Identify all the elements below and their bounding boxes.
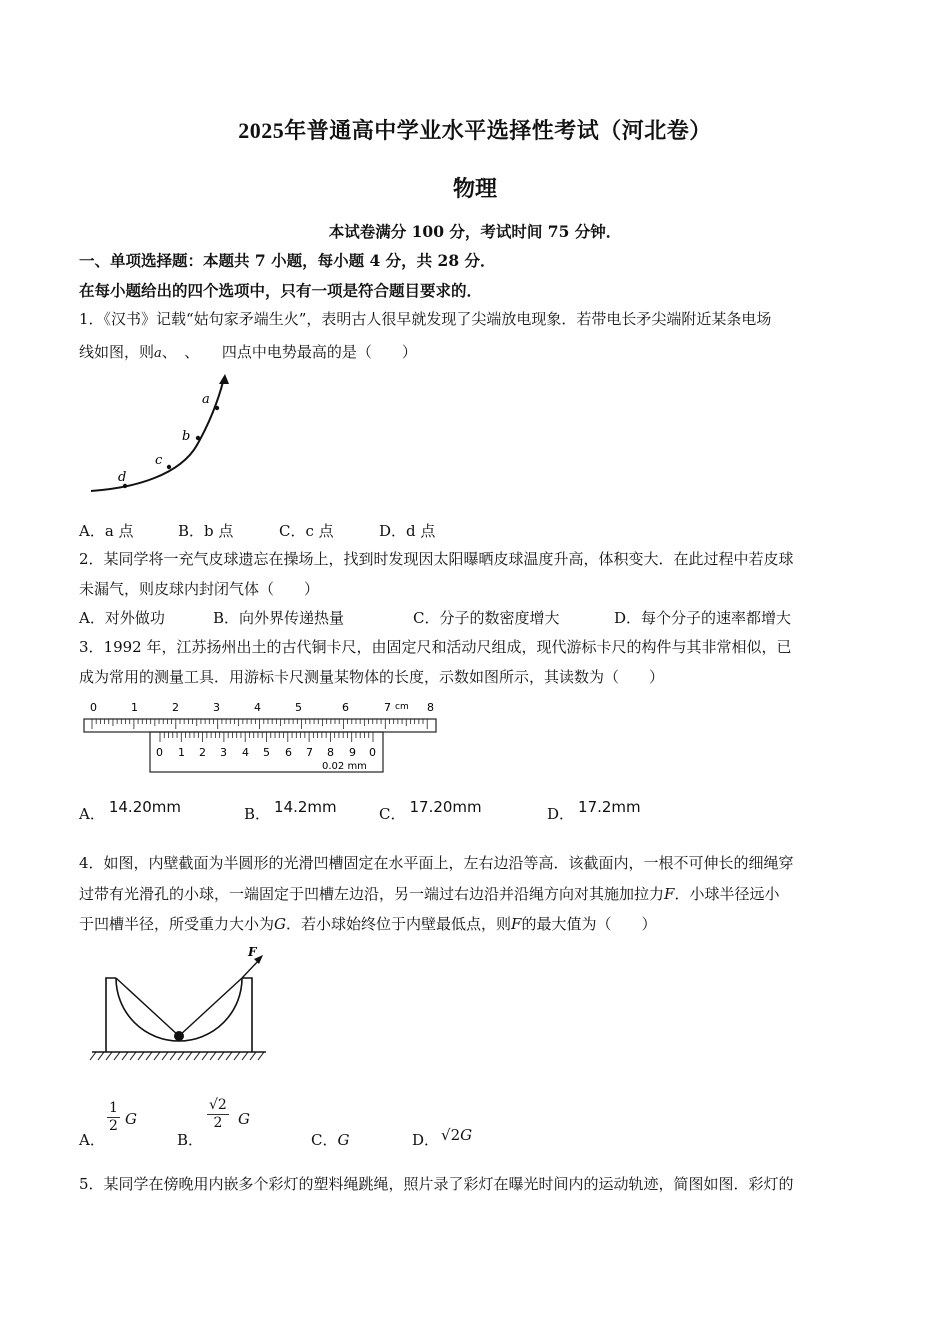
q2-option-c[interactable]: C．分子的数密度增大 [413, 609, 560, 627]
section-instruction: 在每小题给出的四个选项中，只有一项是符合题目要求的． [79, 281, 483, 300]
label-a: a [202, 392, 210, 407]
vernier-label-10: 0 [369, 746, 376, 759]
hatch-mark [162, 1052, 168, 1060]
groove-right-wall [242, 978, 252, 1052]
q4-line2 [79, 883, 779, 904]
q3-option-d[interactable] [547, 798, 641, 824]
hatch-mark [210, 1052, 216, 1060]
q4-line3-var2: F [511, 915, 522, 933]
groove-left-wall [106, 978, 116, 1052]
main-label-7: 7 [384, 701, 391, 714]
main-label-2: 2 [172, 701, 179, 714]
q3-option-b-letter: B． [244, 805, 271, 823]
q3-option-d-value: 17.2mm [578, 798, 641, 816]
q1-option-a[interactable]: A．a 点 [79, 522, 134, 540]
q4-line2-var: F [664, 885, 675, 903]
main-scale [84, 701, 436, 732]
q4-option-b[interactable] [177, 1097, 250, 1149]
q1-option-c[interactable]: C．c 点 [279, 522, 334, 540]
main-label-4: 4 [254, 701, 261, 714]
q1-option-b[interactable]: B．b 点 [178, 522, 234, 540]
vernier-label-3: 3 [220, 746, 227, 759]
vernier-scale [150, 732, 383, 772]
q4-option-b-var: G [238, 1110, 250, 1128]
q4-option-a[interactable] [79, 1100, 137, 1149]
main-label-5: 5 [295, 701, 302, 714]
hatch-mark [130, 1052, 136, 1060]
q4-option-b-den: 2 [213, 1115, 223, 1131]
main-label-1: 1 [131, 701, 138, 714]
hatch-mark [122, 1052, 128, 1060]
exam-title: 2025年普通高中学业水平选择性考试（河北卷） [238, 118, 712, 143]
q3-option-d-letter: D． [547, 805, 575, 823]
q4-option-c[interactable] [311, 1129, 349, 1150]
q4-option-d-letter: D． [412, 1131, 440, 1149]
q4-option-c-letter: C． [311, 1131, 338, 1149]
hatch-mark [242, 1052, 248, 1060]
hatch-mark [186, 1052, 192, 1060]
hatch-mark [98, 1052, 104, 1060]
q3-line2: 成为常用的测量工具．用游标卡尺测量某物体的长度，示数如图所示，其读数为（ ） [79, 668, 665, 686]
main-label-0: 0 [90, 701, 97, 714]
ground-hatching [90, 1052, 264, 1060]
q4-line1: 4．如图，内壁截面为半圆形的光滑凹槽固定在水平面上，左右边沿等高．该截面内，一根不可伸长的细绳穿 [79, 854, 794, 872]
vernier-label-6: 6 [285, 746, 292, 759]
q4-option-d-root: √2 [441, 1126, 461, 1144]
q4-option-a-letter: A． [79, 1131, 105, 1149]
q2-option-a[interactable]: A．对外做功 [79, 609, 165, 627]
q2-line2: 未漏气，则皮球内封闭气体（ ） [79, 580, 320, 598]
subject-title: 物理 [452, 176, 497, 201]
ball [174, 1031, 184, 1041]
q2-option-b[interactable]: B．向外界传递热量 [213, 609, 345, 627]
vernier-label-5: 5 [263, 746, 270, 759]
q3-option-c-letter: C． [379, 805, 406, 823]
q1-line2 [79, 341, 417, 362]
q4-option-b-letter: B． [177, 1131, 204, 1149]
q4-line3 [79, 913, 656, 934]
q3-option-a-letter: A． [79, 805, 105, 823]
hatch-mark [258, 1052, 264, 1060]
hatch-mark [154, 1052, 160, 1060]
hatch-mark [226, 1052, 232, 1060]
vernier-label-9: 9 [349, 746, 356, 759]
point-b [196, 436, 200, 440]
label-b: b [182, 429, 191, 444]
q3-option-c-value: 17.20mm [409, 798, 482, 816]
q4-line3-var1: G [274, 915, 286, 933]
main-label-3: 3 [213, 701, 220, 714]
hatch-mark [178, 1052, 184, 1060]
field-line-arrow [219, 374, 229, 384]
q2-option-d[interactable]: D．每个分子的速率都增大 [614, 609, 792, 627]
q4-option-d[interactable] [412, 1126, 473, 1150]
vernier-ticks [160, 732, 373, 742]
point-c [167, 465, 171, 469]
q4-line3-tail: 的最大值为（ ） [521, 915, 657, 933]
q4-option-d-var: G [460, 1126, 473, 1144]
q1-field-line-figure [85, 370, 245, 500]
q1-line2-seps: 、 、 [161, 343, 207, 361]
q3-option-c[interactable] [379, 798, 482, 824]
section-heading: 一、单项选择题：本题共 7 小题，每小题 4 分，共 28 分． [79, 251, 496, 270]
q3-vernier-caliper-figure [80, 697, 445, 777]
main-label-6: 6 [342, 701, 349, 714]
hatch-mark [90, 1052, 96, 1060]
main-scale-ticks [92, 719, 427, 729]
point-a [215, 406, 219, 410]
q4-option-a-fraction [107, 1100, 120, 1135]
rope-right [179, 978, 242, 1036]
vernier-label-7: 7 [306, 746, 313, 759]
hatch-mark [114, 1052, 120, 1060]
q4-option-a-num: 1 [109, 1100, 118, 1116]
q1-line1: 1．《汉书》记载“姑句家矛端生火”，表明古人很早就发现了尖端放电现象．若带电长矛尖端附近某条电场 [79, 310, 772, 328]
q4-line3-mid: ．若小球始终位于内壁最低点，则 [286, 915, 512, 933]
hatch-mark [234, 1052, 240, 1060]
hatch-mark [218, 1052, 224, 1060]
q4-option-c-var: G [337, 1131, 350, 1149]
q3-line1: 3．1992 年，江苏扬州出土的古代铜卡尺，由固定尺和活动尺组成，现代游标卡尺的构件与其非常相似，已 [79, 638, 792, 656]
main-unit: cm [395, 702, 409, 712]
q3-option-a[interactable] [79, 798, 182, 824]
hatch-mark [250, 1052, 256, 1060]
q5-line1: 5．某同学在傍晚用内嵌多个彩灯的塑料绳跳绳，照片录了彩灯在曝光时间内的运动轨迹，简图如图．彩灯的 [79, 1175, 794, 1193]
vernier-label-2: 2 [199, 746, 206, 759]
q1-line2-var: a [154, 346, 162, 361]
q2-line1: 2．某同学将一充气皮球遗忘在操场上，找到时发现因太阳曝晒皮球温度升高，体积变大．在此过程中若皮球 [79, 550, 794, 568]
rope-left [116, 978, 179, 1036]
q1-line2-tail: 四点中电势最高的是（ ） [221, 343, 417, 361]
hatch-mark [106, 1052, 112, 1060]
q4-groove-figure [88, 942, 270, 1066]
exam-info: 本试卷满分 100 分，考试时间 75 分钟． [328, 222, 622, 241]
hatch-mark [146, 1052, 152, 1060]
vernier-label-8: 8 [327, 746, 334, 759]
q4-line3-head: 于凹槽半径，所受重力大小为 [79, 915, 275, 933]
q4-option-b-fraction [207, 1097, 229, 1132]
q3-option-b[interactable] [244, 798, 337, 824]
q4-option-a-den: 2 [109, 1118, 118, 1134]
force-label: F [248, 945, 257, 959]
q3-option-b-value: 14.2mm [274, 798, 337, 816]
label-d: d [118, 470, 127, 485]
q4-option-b-num: √2 [209, 1097, 227, 1113]
q1-option-d[interactable]: D．d 点 [379, 522, 436, 540]
q3-option-a-value: 14.20mm [108, 798, 182, 816]
q4-line2-tail: ．小球半径远小 [674, 885, 780, 903]
vernier-label-0: 0 [156, 746, 163, 759]
main-label-8: 8 [427, 701, 434, 714]
q4-option-a-var: G [125, 1110, 137, 1128]
label-c: c [155, 453, 163, 468]
hatch-mark [138, 1052, 144, 1060]
q4-line2-text: 过带有光滑孔的小球，一端固定于凹槽左边沿，另一端过右边沿并沿绳方向对其施加拉力 [79, 885, 665, 903]
hatch-mark [194, 1052, 200, 1060]
hatch-mark [170, 1052, 176, 1060]
vernier-precision: 0.02 mm [322, 761, 367, 772]
vernier-label-4: 4 [242, 746, 249, 759]
q1-line2-text: 线如图，则 [79, 343, 155, 361]
vernier-label-1: 1 [178, 746, 185, 759]
hatch-mark [202, 1052, 208, 1060]
